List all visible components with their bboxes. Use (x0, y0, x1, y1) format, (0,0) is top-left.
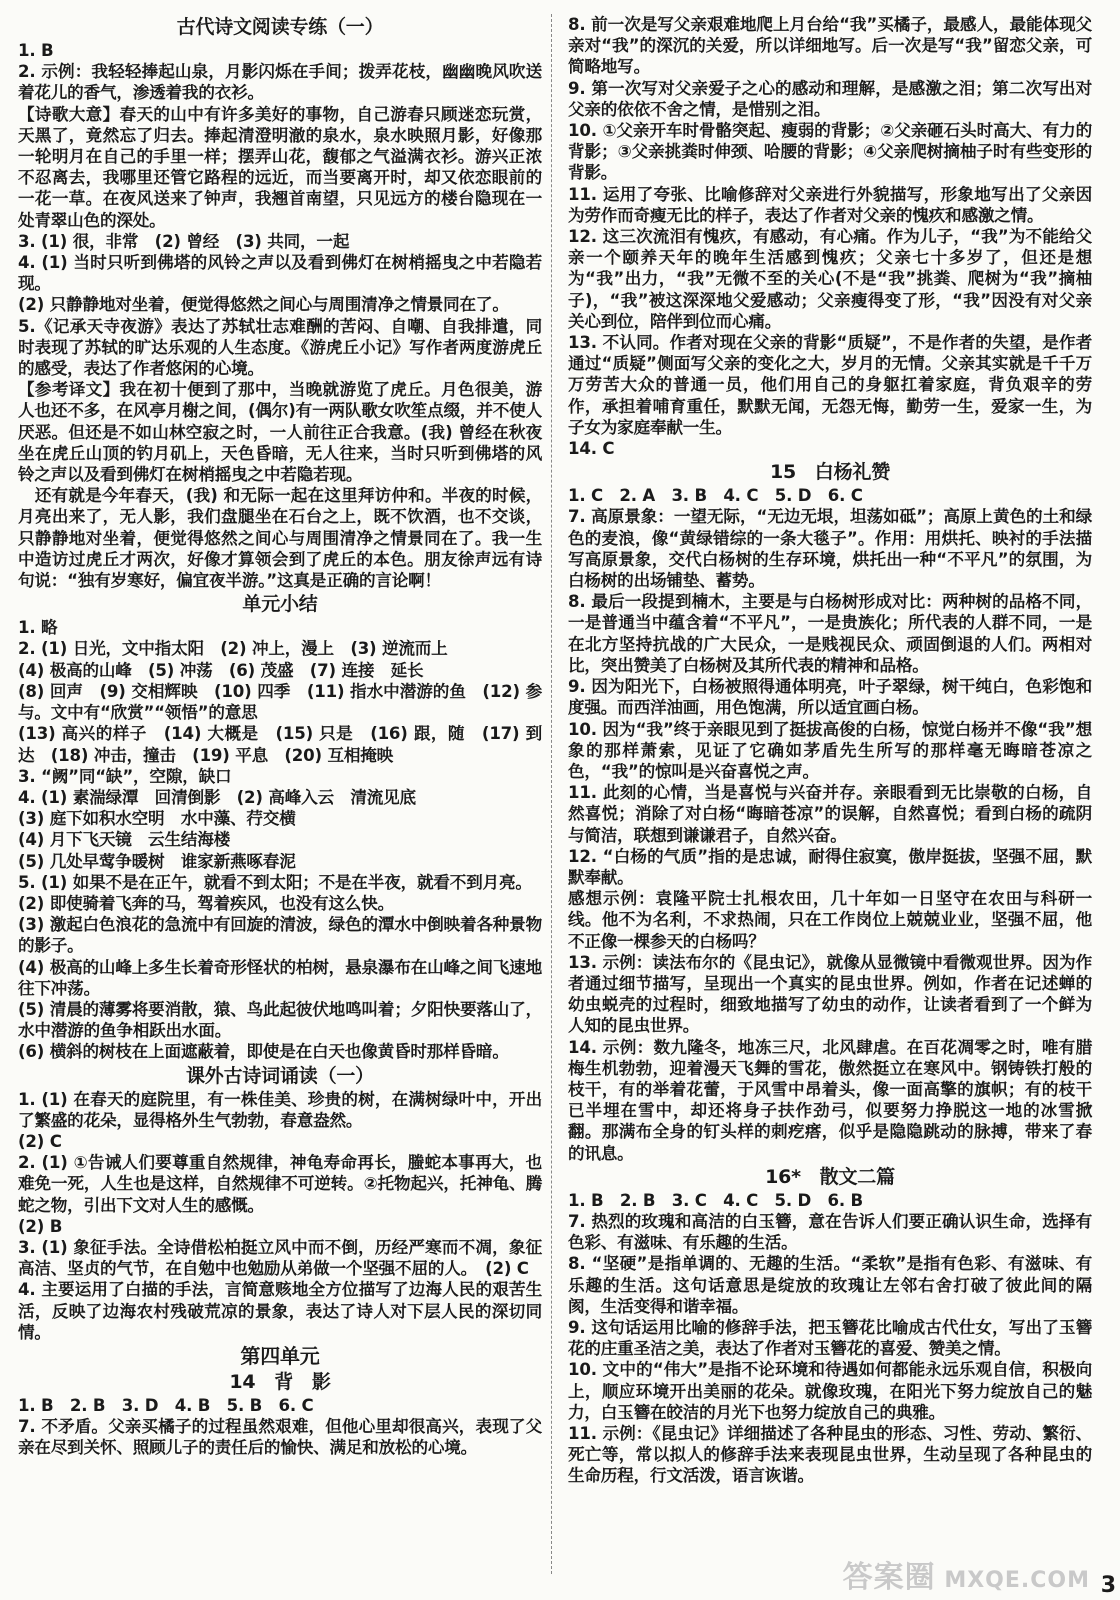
answer-item: 还有就是今年春天，(我) 和无际一起在这里拜访仲和。半夜的时候，月亮出来了，无人影，我们盘腿坐在石台之上，既不饮酒，也不交谈，只静静地对坐着，便觉得悠然之间心与周围清净之情景同在了。我一生中造访过虎丘才两次，好像才算领会到了虎丘的本色。朋友徐声远有诗句说：“独有岁寒好，偏宜夜半游。”这真是正确的言论啊！ (18, 486, 542, 591)
answer-item: 1. (1) 在春天的庭院里，有一株佳美、珍贵的树，在满树绿叶中，开出了繁盛的花朵，显得格外生气勃勃，春意盎然。 (18, 1089, 542, 1130)
page-number: 3 (1100, 1573, 1116, 1598)
watermark-site: MXQE.COM (944, 1568, 1090, 1593)
answer-item: 13. 示例：读法布尔的《昆虫记》，就像从显微镜中看微观世界。因为作者通过细节描写，呈现出一个真实的昆虫世界。例如，作者在记述蝉的幼虫蜕壳的过程时，细致地描写了幼虫的动作，让读者看到了一个鲜为人知的昆虫世界。 (568, 952, 1092, 1036)
answer-item: (5) 清晨的薄雾将要消散，猿、鸟此起彼伏地鸣叫着；夕阳快要落山了，水中潜游的鱼争相跃出水面。 (18, 999, 542, 1041)
answer-item: 感想示例：袁隆平院士扎根农田，几十年如一日坚守在农田与科研一线。他不为名利，不求热闹，只在工作岗位上兢兢业业，坚强不屈，他不正像一棵参天的白杨吗？ (568, 889, 1092, 951)
answer-item: 10. ①父亲开车时骨骼突起、瘦弱的背影；②父亲砸石头时高大、有力的背影；③父亲挑粪时伸颈、哈腰的背影；④父亲爬树摘柚子时有些变形的背影。 (568, 121, 1092, 183)
watermark (843, 1552, 1090, 1596)
answer-item: 8. “坚硬”是指单调的、无趣的生活。“柔软”是指有色彩、有滋味、有乐趣的生活。这句话意思是绽放的玫瑰让左邻右舍打破了彼此间的隔阂，生活变得和谐幸福。 (568, 1254, 1092, 1316)
answer-item: (5) 几处早莺争暖树 谁家新燕啄春泥 (18, 851, 296, 871)
answer-item: (4) 月下飞天镜 云生结海楼 (18, 830, 231, 850)
answer-item: 12. 这三次流泪有愧疚，有感动，有心痛。作为儿子，“我”为不能给父亲一个颐养天年的晚年生活感到愧疚；父亲七十多岁了，但还是想为“我”出力，“我”无微不至的关心(不是“我”挑粪、爬树为“我”摘柚子)，“我”被这深深地父爱感动；父亲瘦得变了形，“我”因没有对父亲关心到位，陪伴到位而心痛。 (568, 227, 1092, 331)
answer-item: 2. (1) 日光，文中指太阳 (2) 冲上，漫上 (3) 逆流而上 (18, 639, 448, 659)
right-column (568, 14, 1092, 1487)
answer-item: (3) 庭下如积水空明 水中藻、荇交横 (18, 809, 296, 829)
answer-item: 7. 高原景象：一望无际，“无边无垠，坦荡如砥”；高原上黄色的土和绿色的麦浪，像“黄绿错综的一条大毯子”。作用：用烘托、映衬的手法描写高原景象，交代白杨树的生存环境，烘托出一种“不平凡”的氛围，为白杨树的出场铺垫、蓄势。 (568, 507, 1092, 591)
answer-item: 13. 不认同。作者对现在父亲的背影“质疑”，不是作者的失望，是作者通过“质疑”侧面写父亲的变化之大，岁月的无情。父亲其实就是千千万万劳苦大众的普通一员，他们用自己的身躯扛着家庭，背负艰辛的劳作，承担着哺育重任，默默无闻，无怨无悔，勤劳一生，爱家一生，为子女为家庭奉献一生。 (568, 333, 1092, 437)
answer-item: (4) 极高的山峰上多生长着奇形怪状的柏树，悬泉瀑布在山峰之间飞速地往下冲荡。 (18, 957, 542, 998)
answer-item: 5.《记承天寺夜游》表达了苏轼壮志难酬的苦闷、自嘲、自我排遣，同时表现了苏轼的旷达乐观的人生态度。《游虎丘小记》写作者两度游虎丘的感受，表达了作者悠闲的心境。 (18, 316, 542, 379)
answer-item: 4. (1) 当时只听到佛塔的风铃之声以及看到佛灯在树梢摇曳之中若隐若现。 (18, 253, 542, 294)
answer-item: 【诗歌大意】春天的山中有许多美好的事物，自己游春只顾迷恋玩赏，天黑了，竟然忘了归去。捧起清澄明澈的泉水，泉水映照月影，好像那一轮明月在自己的手里一样；摆弄山花，馥郁之气溢满衣衫。游兴正浓不忍离去，我哪里还管它路程的远近，而当要离开时，却又依恋眼前的一花一草。在夜风送来了钟声，我翘首南望，只见远方的楼台隐现在一处青翠山色的深处。 (18, 104, 542, 230)
answer-item: 10. 文中的“伟大”是指不论环境和待遇如何都能永远乐观自信，积极向上，顺应环境开出美丽的花朵。就像玫瑰，在阳光下努力绽放自己的魅力，白玉簪在皎洁的月光下也努力绽放自己的典雅。 (568, 1360, 1092, 1422)
answer-item: 14. 示例：数九隆冬，地冻三尺，北风肆虐。在百花凋零之时，唯有腊梅生机勃勃，迎着漫天飞舞的雪花，傲然挺立在寒风中。钢铸铁打般的枝干，有的举着花蕾，于风雪中昂着头，像一面高擎的旗帜；有的枝干已半埋在雪中，却还将身子扶作劲弓，似要努力挣脱这一地的冰雪掀翻。那满布全身的钉头样的刺疙瘩，似乎是隐隐跳动的脉搏，带来了春的讯息。 (568, 1037, 1092, 1163)
answer-item: 【参考译文】我在初十便到了那中，当晚就游览了虎丘。月色很美，游人也还不多，在风亭月榭之间，(偶尔)有一两队歌女吹笙点缀，并不使人厌恶。但还是不如山林空寂之时，一人前往正合我意。(我) 曾经在秋夜坐在虎丘山顶的钓月矶上，天色昏暗，无人往来，当时只听到佛塔的风铃之声以及看到佛灯在树梢摇曳之中若隐若现。 (18, 380, 542, 485)
answer-item: 7. 热烈的玫瑰和高洁的白玉簪，意在告诉人们要正确认识生命，选择有色彩、有滋味、有乐趣的生活。 (568, 1211, 1092, 1253)
answer-item: 11. 示例：《昆虫记》详细描述了各种昆虫的形态、习性、劳动、繁衍、死亡等，常以拟人的修辞手法来表现昆虫世界，生动呈现了各种昆虫的生命历程，行文活泼，语言诙谐。 (568, 1424, 1092, 1486)
answer-item: 10. 因为“我”终于亲眼见到了挺拔高俊的白杨，惊觉白杨并不像“我”想象的那样萧索，见证了它确如茅盾先生所写的那样毫无晦暗苍凉之色，“我”的惊叫是兴奋喜悦之声。 (568, 719, 1092, 781)
section-heading: 课外古诗词诵读（一） (185, 1064, 374, 1087)
unit-heading: 第四单元 (240, 1343, 320, 1368)
answer-item: 8. 前一次是写父亲艰难地爬上月台给“我”买橘子，最感人，最能体现父亲对“我”的深沉的关爱，所以详细地写。后一次是写“我”留恋父亲，可简略地写。 (568, 15, 1092, 77)
answer-item: 12. “白杨的气质”指的是忠诚，耐得住寂寞，傲岸挺拔，坚强不屈，默默奉献。 (568, 846, 1092, 887)
column-divider (551, 14, 552, 1574)
answer-item: 2. 示例：我轻轻捧起山泉，月影闪烁在手间；拨弄花枝，幽幽晚风吹送着花儿的香气，渗透着我的衣衫。 (18, 62, 542, 103)
answer-item: (2) B (18, 1216, 63, 1236)
answer-item: 1. B (18, 41, 54, 60)
answer-item: 5. (1) 如果不是在正午，就看不到太阳；不是在半夜，就看不到月亮。 (18, 872, 532, 892)
answer-item: 4. (1) 素湍绿潭 回清倒影 (2) 高峰入云 清流见底 (18, 787, 416, 807)
answer-item: 4. 主要运用了白描的手法，言简意赅地全方位描写了边海人民的艰苦生活，反映了边海农村残破荒凉的景象，表达了诗人对下层人民的深切同情。 (18, 1280, 542, 1342)
answer-item: 11. 此刻的心情，当是喜悦与兴奋并存。亲眼看到无比崇敬的白杨，自然喜悦；消除了对白杨“晦暗苍凉”的误解，自然喜悦；看到白杨的疏阴与简洁，联想到谦谦君子，自然兴奋。 (568, 783, 1092, 845)
left-column (18, 14, 542, 1459)
section-heading: 16* 散文二篇 (765, 1165, 895, 1188)
answer-item: (6) 横斜的树枝在上面遮蔽着，即使是在白天也像黄昏时那样昏暗。 (18, 1042, 509, 1062)
answer-item: 9. 这句话运用比喻的修辞手法，把玉簪花比喻成古代仕女，写出了玉簪花的庄重圣洁之美，表达了作者对玉簪花的喜爱、赞美之情。 (568, 1317, 1092, 1359)
answer-item: 3. (1) 象征手法。全诗借松柏挺立风中而不倒，历经严寒而不凋，象征高洁、坚贞的气节，在自勉中也勉励从弟做一个坚强不屈的人。 (2) C (18, 1237, 542, 1279)
answer-item: 2. (1) ①告诫人们要尊重自然规律，神龟寿命再长，螣蛇本事再大，也难免一死，人生也是这样，自然规律不可逆转。②托物起兴，托神龟、腾蛇之物，引出下文对人生的感慨。 (18, 1153, 542, 1215)
answer-item: 14. C (568, 439, 615, 459)
answer-item: 9. 第一次写对父亲爱子之心的感动和理解，是感激之泪；第二次写出对父亲的依依不舍之情，是惜别之泪。 (568, 78, 1092, 119)
answer-item: (2) 即使骑着飞奔的马，驾着疾风，也没有这么快。 (18, 893, 394, 913)
answer-item: 3. (1) 很，非常 (2) 曾经 (3) 共同，一起 (18, 231, 350, 251)
answer-item: 1. 略 (18, 618, 58, 638)
answer-item: (4) 极高的山峰 (5) 冲荡 (6) 茂盛 (7) 连接 延长 (18, 660, 424, 680)
answer-item: 1. B 2. B 3. C 4. C 5. D 6. B (568, 1190, 864, 1210)
answer-item: 1. C 2. A 3. B 4. C 5. D 6. C (568, 486, 863, 506)
answer-item: 1. B 2. B 3. D 4. B 5. B 6. C (18, 1395, 314, 1415)
section-heading: 古代诗文阅读专练（一） (176, 16, 384, 38)
answer-item: 7. 不矛盾。父亲买橘子的过程虽然艰难，但他心里却很高兴，表现了父亲在尽到关怀、照顾儿子的责任后的愉快、满足和放松的心境。 (18, 1417, 542, 1458)
answer-item: (8) 回声 (9) 交相辉映 (10) 四季 (11) 指水中潜游的鱼 (12) 参与。文中有“欣赏”“领悟”的意思 (18, 681, 542, 723)
section-heading: 15 白杨礼赞 (769, 461, 891, 484)
answer-item: (2) C (18, 1131, 62, 1151)
answer-item: (13) 高兴的样子 (14) 大概是 (15) 只是 (16) 跟，随 (17) 到达 (18) 冲击，撞击 (19) 平息 (20) 互相掩映 (18, 724, 542, 765)
section-heading: 14 背 影 (229, 1370, 331, 1393)
answer-item: (2) 只静静地对坐着，便觉得悠然之间心与周围清净之情景同在了。 (18, 295, 509, 315)
watermark-logo: 答案圈 (842, 1560, 936, 1595)
answer-item: 11. 运用了夸张、比喻修辞对父亲进行外貌描写，形象地写出了父亲因为劳作而奇瘦无比的样子，表达了作者对父亲的愧疚和感激之情。 (568, 184, 1092, 225)
answer-item: 3. “阙”同“缺”，空隙，缺口 (18, 766, 232, 786)
answer-item: 9. 因为阳光下，白杨被照得通体明亮，叶子翠绿，树干纯白，色彩饱和度强。而西洋油画，用色饱满，所以适宜画白杨。 (568, 677, 1092, 718)
answer-item: (3) 激起白色浪花的急流中有回旋的清波，绿色的潭水中倒映着各种景物的影子。 (18, 915, 542, 956)
answer-item: 8. 最后一段提到楠木，主要是与白杨树形成对比：两种树的品格不同，一是普通当中蕴含着“不平凡”，一是贵族化；所代表的人群不同，一是在北方坚持抗战的广大民众，一是贱视民众、顽固倒退的人们。两相对比，突出赞美了白杨树及其所代表的精神和品格。 (568, 592, 1092, 675)
section-heading: 单元小结 (242, 593, 318, 616)
